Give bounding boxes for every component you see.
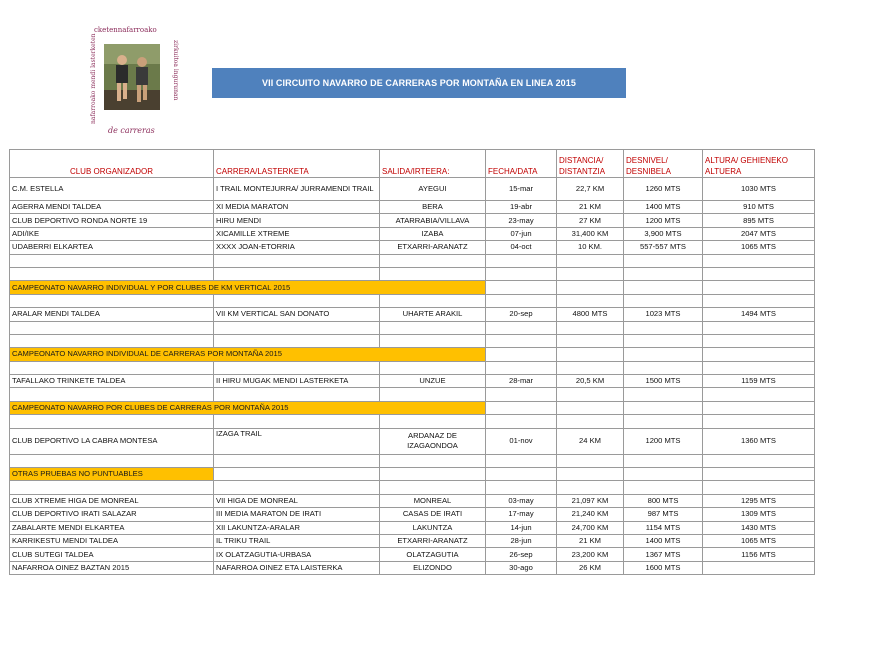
table-cell: BERA xyxy=(380,201,486,214)
column-header: FECHA/DATA xyxy=(486,150,557,178)
table-cell: IL TRIKU TRAIL xyxy=(214,534,380,547)
table-cell: 1260 MTS xyxy=(624,178,703,201)
empty-cell xyxy=(486,254,557,267)
empty-row xyxy=(10,361,815,374)
empty-cell xyxy=(624,334,703,347)
table-cell: XXXX JOAN-ETORRIA xyxy=(214,241,380,254)
table-row xyxy=(10,508,815,521)
empty-cell xyxy=(557,348,624,361)
empty-cell xyxy=(557,267,624,280)
column-header: SALIDA/IRTEERA: xyxy=(380,150,486,178)
empty-row xyxy=(10,388,815,401)
table-row xyxy=(10,561,815,574)
table-cell: VII HIGA DE MONREAL xyxy=(214,494,380,507)
empty-cell xyxy=(624,361,703,374)
empty-cell xyxy=(624,348,703,361)
table-cell: III MEDIA MARATON DE IRATI xyxy=(214,508,380,521)
column-header: ALTURA/ GEHIENEKO ALTUERA xyxy=(703,150,815,178)
empty-cell xyxy=(380,481,486,494)
empty-cell xyxy=(10,254,214,267)
empty-cell xyxy=(486,321,557,334)
table-cell: 800 MTS xyxy=(624,494,703,507)
empty-cell xyxy=(557,281,624,294)
empty-cell xyxy=(624,388,703,401)
empty-cell xyxy=(10,388,214,401)
empty-cell xyxy=(214,294,380,307)
empty-cell xyxy=(214,267,380,280)
table-cell: 1200 MTS xyxy=(624,428,703,454)
table-cell: CLUB SUTEGI TALDEA xyxy=(10,548,214,561)
empty-cell xyxy=(10,481,214,494)
table-cell: 20,5 KM xyxy=(557,375,624,388)
table-cell: 23-may xyxy=(486,214,557,227)
page-title: VII CIRCUITO NAVARRO DE CARRERAS POR MONTAÑA EN LINEA 2015 xyxy=(212,68,626,98)
table-cell: 895 MTS xyxy=(703,214,815,227)
empty-cell xyxy=(557,454,624,467)
empty-cell xyxy=(10,294,214,307)
empty-cell xyxy=(486,361,557,374)
runners-photo xyxy=(104,44,160,110)
column-header: DISTANCIA/ DISTANTZIA xyxy=(557,150,624,178)
table-cell: 1500 MTS xyxy=(624,375,703,388)
table-row xyxy=(10,227,815,240)
empty-cell xyxy=(557,388,624,401)
table-cell: TAFALLAKO TRINKETE TALDEA xyxy=(10,375,214,388)
logo-bottom-text: de carreras xyxy=(108,126,155,135)
table-cell: AYEGUI xyxy=(380,178,486,201)
section-label: CAMPEONATO NAVARRO INDIVIDUAL Y POR CLUBES DE KM VERTICAL 2015 xyxy=(10,281,486,294)
table-cell: 27 KM xyxy=(557,214,624,227)
section-header-row xyxy=(10,348,815,361)
empty-cell xyxy=(557,334,624,347)
empty-cell xyxy=(214,254,380,267)
table-cell: 04-oct xyxy=(486,241,557,254)
empty-cell xyxy=(624,454,703,467)
column-header: CLUB ORGANIZADOR xyxy=(10,150,214,178)
table-cell: 1065 MTS xyxy=(703,534,815,547)
empty-cell xyxy=(703,388,815,401)
empty-cell xyxy=(703,348,815,361)
empty-cell xyxy=(703,254,815,267)
table-row xyxy=(10,534,815,547)
table-cell: KARRIKESTU MENDI TALDEA xyxy=(10,534,214,547)
table-cell: 987 MTS xyxy=(624,508,703,521)
table-cell: 21 KM xyxy=(557,534,624,547)
empty-cell xyxy=(486,388,557,401)
table-cell xyxy=(703,561,815,574)
table-cell: 01-nov xyxy=(486,428,557,454)
empty-row xyxy=(10,294,815,307)
table-cell: NAFARROA OINEZ ETA LAISTERKA xyxy=(214,561,380,574)
empty-cell xyxy=(380,361,486,374)
table-row xyxy=(10,201,815,214)
empty-cell xyxy=(624,294,703,307)
table-cell: 22,7 KM xyxy=(557,178,624,201)
empty-row xyxy=(10,415,815,428)
table-cell: 23,200 KM xyxy=(557,548,624,561)
table-cell: 21,240 KM xyxy=(557,508,624,521)
empty-cell xyxy=(10,361,214,374)
empty-cell xyxy=(486,294,557,307)
table-cell: 1367 MTS xyxy=(624,548,703,561)
table-cell: 28-jun xyxy=(486,534,557,547)
empty-row xyxy=(10,454,815,467)
empty-cell xyxy=(703,454,815,467)
table-cell: 1154 MTS xyxy=(624,521,703,534)
section-header-row xyxy=(10,468,815,481)
table-cell: 1023 MTS xyxy=(624,308,703,321)
table-cell: XICAMILLE XTREME xyxy=(214,227,380,240)
table-cell: I TRAIL MONTEJURRA/ JURRAMENDI TRAIL xyxy=(214,178,380,201)
empty-cell xyxy=(214,334,380,347)
table-cell: 1400 MTS xyxy=(624,534,703,547)
section-label: CAMPEONATO NAVARRO INDIVIDUAL DE CARRERAS POR MONTAÑA 2015 xyxy=(10,348,486,361)
empty-cell xyxy=(10,454,214,467)
empty-cell xyxy=(624,281,703,294)
empty-cell xyxy=(486,401,557,414)
empty-cell xyxy=(486,334,557,347)
table-cell: ARALAR MENDI TALDEA xyxy=(10,308,214,321)
empty-cell xyxy=(624,481,703,494)
table-cell: II HIRU MUGAK MENDI LASTERKETA xyxy=(214,375,380,388)
empty-cell xyxy=(380,334,486,347)
table-cell: 07-jun xyxy=(486,227,557,240)
empty-cell xyxy=(486,281,557,294)
empty-cell xyxy=(557,401,624,414)
empty-cell xyxy=(380,321,486,334)
empty-row xyxy=(10,481,815,494)
empty-cell xyxy=(624,321,703,334)
empty-cell xyxy=(557,361,624,374)
circuit-logo xyxy=(88,26,183,138)
table-row xyxy=(10,241,815,254)
table-cell: 26-sep xyxy=(486,548,557,561)
empty-cell xyxy=(703,481,815,494)
empty-cell xyxy=(703,468,815,481)
table-cell: 4800 MTS xyxy=(557,308,624,321)
table-cell: 26 KM xyxy=(557,561,624,574)
table-row xyxy=(10,521,815,534)
empty-cell xyxy=(624,267,703,280)
empty-cell xyxy=(557,321,624,334)
empty-cell xyxy=(703,415,815,428)
section-header-row xyxy=(10,401,815,414)
section-header-row xyxy=(10,281,815,294)
table-cell: ATARRABIA/VILLAVA xyxy=(380,214,486,227)
table-cell: 10 KM. xyxy=(557,241,624,254)
table-cell: ETXARRI-ARANATZ xyxy=(380,534,486,547)
empty-cell xyxy=(380,267,486,280)
logo-left-text: nafarroako mendi lasterketen xyxy=(90,33,97,124)
empty-cell xyxy=(703,361,815,374)
table-row xyxy=(10,178,815,201)
section-label: CAMPEONATO NAVARRO POR CLUBES DE CARRERAS POR MONTAÑA 2015 xyxy=(10,401,486,414)
empty-cell xyxy=(380,454,486,467)
table-cell: OLATZAGUTIA xyxy=(380,548,486,561)
table-cell: 28-mar xyxy=(486,375,557,388)
empty-cell xyxy=(624,415,703,428)
empty-cell xyxy=(380,254,486,267)
empty-cell xyxy=(10,267,214,280)
table-cell: C.M. ESTELLA xyxy=(10,178,214,201)
empty-cell xyxy=(624,468,703,481)
empty-cell xyxy=(486,468,557,481)
empty-cell xyxy=(703,321,815,334)
table-cell: CLUB XTREME HIGA DE MONREAL xyxy=(10,494,214,507)
table-cell: UHARTE ARAKIL xyxy=(380,308,486,321)
table-cell: 19-abr xyxy=(486,201,557,214)
empty-cell xyxy=(214,415,380,428)
empty-cell xyxy=(10,321,214,334)
empty-cell xyxy=(486,348,557,361)
empty-cell xyxy=(214,388,380,401)
table-cell: VII KM VERTICAL SAN DONATO xyxy=(214,308,380,321)
table-cell: LAKUNTZA xyxy=(380,521,486,534)
empty-row xyxy=(10,267,815,280)
table-cell: 1494 MTS xyxy=(703,308,815,321)
empty-cell xyxy=(624,401,703,414)
table-cell: 21,097 KM xyxy=(557,494,624,507)
empty-cell xyxy=(624,254,703,267)
table-row xyxy=(10,375,815,388)
table-row xyxy=(10,548,815,561)
table-cell: 1400 MTS xyxy=(624,201,703,214)
table-cell: ELIZONDO xyxy=(380,561,486,574)
empty-cell xyxy=(557,415,624,428)
empty-cell xyxy=(214,468,380,481)
table-cell: 1065 MTS xyxy=(703,241,815,254)
column-header: CARRERA/LASTERKETA xyxy=(214,150,380,178)
table-cell: HIRU MENDI xyxy=(214,214,380,227)
empty-cell xyxy=(486,481,557,494)
table-cell: 2047 MTS xyxy=(703,227,815,240)
header-row xyxy=(10,150,815,178)
table-cell: 557-557 MTS xyxy=(624,241,703,254)
table-cell: 1295 MTS xyxy=(703,494,815,507)
table-cell: CLUB DEPORTIVO LA CABRA MONTESA xyxy=(10,428,214,454)
table-cell: 21 KM xyxy=(557,201,624,214)
table-cell: 1600 MTS xyxy=(624,561,703,574)
table-cell: 31,400 KM xyxy=(557,227,624,240)
table-cell: MONREAL xyxy=(380,494,486,507)
empty-cell xyxy=(486,415,557,428)
table-cell: 03-may xyxy=(486,494,557,507)
empty-cell xyxy=(380,294,486,307)
empty-cell xyxy=(486,454,557,467)
table-row xyxy=(10,428,815,454)
empty-cell xyxy=(703,267,815,280)
table-cell: IX OLATZAGUTIA-URBASA xyxy=(214,548,380,561)
table-cell: 1159 MTS xyxy=(703,375,815,388)
empty-cell xyxy=(214,361,380,374)
empty-cell xyxy=(557,254,624,267)
table-cell: XII LAKUNTZA-ARALAR xyxy=(214,521,380,534)
empty-cell xyxy=(703,294,815,307)
table-cell: 1430 MTS xyxy=(703,521,815,534)
table-cell: CASAS DE IRATI xyxy=(380,508,486,521)
section-label: OTRAS PRUEBAS NO PUNTUABLES xyxy=(10,468,214,481)
races-table xyxy=(9,149,815,575)
table-cell: AGERRA MENDI TALDEA xyxy=(10,201,214,214)
empty-cell xyxy=(380,468,486,481)
table-cell: 14-jun xyxy=(486,521,557,534)
table-cell: ADI/IKE xyxy=(10,227,214,240)
table-cell: UNZUE xyxy=(380,375,486,388)
table-cell: ZABALARTE MENDI ELKARTEA xyxy=(10,521,214,534)
empty-cell xyxy=(380,415,486,428)
empty-cell xyxy=(380,388,486,401)
empty-cell xyxy=(703,281,815,294)
empty-cell xyxy=(10,334,214,347)
table-cell: 1156 MTS xyxy=(703,548,815,561)
empty-cell xyxy=(486,267,557,280)
table-cell: CLUB DEPORTIVO IRATI SALAZAR xyxy=(10,508,214,521)
empty-cell xyxy=(703,334,815,347)
table-cell: 20-sep xyxy=(486,308,557,321)
table-cell: 1360 MTS xyxy=(703,428,815,454)
table-cell: 24 KM xyxy=(557,428,624,454)
table-cell: XI MEDIA MARATON xyxy=(214,201,380,214)
logo-top-text: cketennafarroako xyxy=(94,26,157,34)
table-cell: UDABERRI ELKARTEA xyxy=(10,241,214,254)
table-row xyxy=(10,308,815,321)
table-cell: 910 MTS xyxy=(703,201,815,214)
table-cell: CLUB DEPORTIVO RONDA NORTE 19 xyxy=(10,214,214,227)
table-row xyxy=(10,214,815,227)
empty-cell xyxy=(557,294,624,307)
table-cell: NAFARROA OINEZ BAZTAN 2015 xyxy=(10,561,214,574)
table-cell: 15-mar xyxy=(486,178,557,201)
empty-cell xyxy=(557,468,624,481)
table-cell: 1030 MTS xyxy=(703,178,815,201)
empty-cell xyxy=(557,481,624,494)
empty-cell xyxy=(214,481,380,494)
table-cell: 1309 MTS xyxy=(703,508,815,521)
table-cell: 3,900 MTS xyxy=(624,227,703,240)
table-cell: ARDANAZ DE IZAGAONDOA xyxy=(380,428,486,454)
logo-right-text: zirkuitoa ingurunan xyxy=(172,40,179,101)
table-cell: 1200 MTS xyxy=(624,214,703,227)
table-cell: ETXARRI-ARANATZ xyxy=(380,241,486,254)
empty-cell xyxy=(214,454,380,467)
empty-cell xyxy=(10,415,214,428)
empty-cell xyxy=(703,401,815,414)
table-cell: IZAGA TRAIL xyxy=(214,428,380,454)
empty-row xyxy=(10,254,815,267)
table-cell: 24,700 KM xyxy=(557,521,624,534)
table-cell: IZABA xyxy=(380,227,486,240)
table-row xyxy=(10,494,815,507)
table-cell: 30-ago xyxy=(486,561,557,574)
empty-row xyxy=(10,334,815,347)
column-header: DESNIVEL/ DESNIBELA xyxy=(624,150,703,178)
table-cell: 17-may xyxy=(486,508,557,521)
empty-cell xyxy=(214,321,380,334)
empty-row xyxy=(10,321,815,334)
